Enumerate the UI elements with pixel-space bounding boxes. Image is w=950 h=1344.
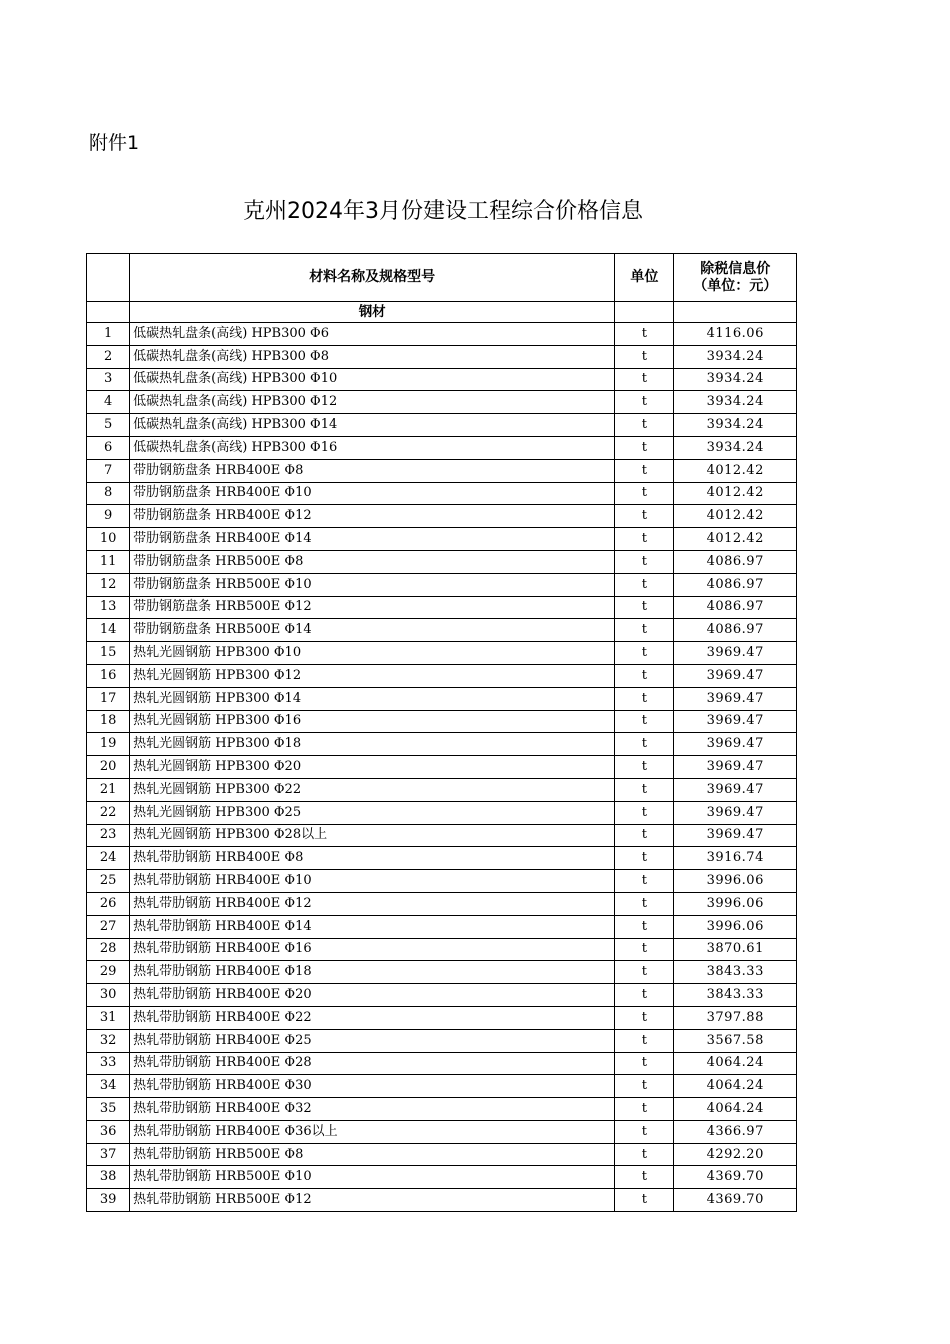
unit-cell: t (615, 1098, 674, 1121)
unit-cell: t (615, 1029, 674, 1052)
material-name: 带肋钢筋盘条 HRB500E Φ12 (130, 596, 615, 619)
material-name: 低碳热轧盘条(高线) HPB300 Φ12 (130, 391, 615, 414)
unit-cell: t (615, 345, 674, 368)
table-row (87, 1098, 797, 1121)
price-cell: 3969.47 (674, 664, 797, 687)
material-name: 热轧带肋钢筋 HRB400E Φ18 (130, 961, 615, 984)
material-name: 热轧光圆钢筋 HPB300 Φ22 (130, 778, 615, 801)
table-row (87, 436, 797, 459)
unit-cell: t (615, 596, 674, 619)
material-name: 带肋钢筋盘条 HRB400E Φ8 (130, 459, 615, 482)
material-name: 热轧光圆钢筋 HPB300 Φ16 (130, 710, 615, 733)
table-row (87, 801, 797, 824)
price-cell: 4086.97 (674, 573, 797, 596)
unit-cell: t (615, 482, 674, 505)
unit-cell: t (615, 1166, 674, 1189)
row-number: 21 (87, 778, 130, 801)
unit-cell: t (615, 1075, 674, 1098)
row-number: 17 (87, 687, 130, 710)
row-number: 30 (87, 984, 130, 1007)
material-name: 热轧带肋钢筋 HRB500E Φ8 (130, 1143, 615, 1166)
category-label: 钢材 (130, 302, 615, 323)
row-number: 28 (87, 938, 130, 961)
material-name: 热轧带肋钢筋 HRB400E Φ36以上 (130, 1120, 615, 1143)
material-name: 热轧带肋钢筋 HRB500E Φ12 (130, 1189, 615, 1212)
unit-cell: t (615, 892, 674, 915)
row-number: 1 (87, 323, 130, 346)
price-cell: 3969.47 (674, 824, 797, 847)
unit-cell: t (615, 664, 674, 687)
unit-cell: t (615, 687, 674, 710)
unit-cell: t (615, 710, 674, 733)
material-name: 热轧光圆钢筋 HPB300 Φ18 (130, 733, 615, 756)
header-unit: 单位 (615, 254, 674, 302)
row-number: 11 (87, 550, 130, 573)
material-name: 热轧带肋钢筋 HRB400E Φ28 (130, 1052, 615, 1075)
unit-cell: t (615, 756, 674, 779)
unit-cell: t (615, 733, 674, 756)
unit-cell: t (615, 505, 674, 528)
table-row (87, 573, 797, 596)
unit-cell: t (615, 1120, 674, 1143)
row-number: 6 (87, 436, 130, 459)
material-name: 热轧光圆钢筋 HPB300 Φ20 (130, 756, 615, 779)
table-row (87, 710, 797, 733)
price-cell: 3934.24 (674, 368, 797, 391)
material-name: 带肋钢筋盘条 HRB400E Φ14 (130, 528, 615, 551)
row-number: 37 (87, 1143, 130, 1166)
material-name: 热轧带肋钢筋 HRB400E Φ8 (130, 847, 615, 870)
unit-cell: t (615, 1006, 674, 1029)
row-number: 35 (87, 1098, 130, 1121)
price-cell: 3969.47 (674, 710, 797, 733)
table-row (87, 482, 797, 505)
header-price-line2: （单位：元） (693, 277, 778, 294)
table-row (87, 528, 797, 551)
price-cell: 3996.06 (674, 870, 797, 893)
material-name: 热轧带肋钢筋 HRB400E Φ30 (130, 1075, 615, 1098)
material-name: 热轧带肋钢筋 HRB400E Φ20 (130, 984, 615, 1007)
table-row (87, 1143, 797, 1166)
row-number: 26 (87, 892, 130, 915)
unit-cell: t (615, 1189, 674, 1212)
price-cell: 4086.97 (674, 596, 797, 619)
price-cell: 3969.47 (674, 642, 797, 665)
price-cell: 3969.47 (674, 687, 797, 710)
material-name: 热轧光圆钢筋 HPB300 Φ14 (130, 687, 615, 710)
material-name: 热轧光圆钢筋 HPB300 Φ25 (130, 801, 615, 824)
material-name: 热轧带肋钢筋 HRB400E Φ32 (130, 1098, 615, 1121)
price-cell: 3843.33 (674, 961, 797, 984)
price-table (86, 253, 797, 1212)
price-cell: 3934.24 (674, 345, 797, 368)
unit-cell: t (615, 391, 674, 414)
row-number: 9 (87, 505, 130, 528)
table-row (87, 664, 797, 687)
price-cell: 4012.42 (674, 528, 797, 551)
row-number: 36 (87, 1120, 130, 1143)
material-name: 热轧带肋钢筋 HRB400E Φ16 (130, 938, 615, 961)
price-cell: 4116.06 (674, 323, 797, 346)
unit-cell: t (615, 528, 674, 551)
table-row (87, 642, 797, 665)
material-name: 热轧带肋钢筋 HRB400E Φ25 (130, 1029, 615, 1052)
row-number: 38 (87, 1166, 130, 1189)
unit-cell: t (615, 642, 674, 665)
header-no (87, 254, 130, 302)
price-cell: 4086.97 (674, 550, 797, 573)
unit-cell: t (615, 778, 674, 801)
table-row (87, 892, 797, 915)
table-row (87, 550, 797, 573)
row-number: 33 (87, 1052, 130, 1075)
table-row (87, 1006, 797, 1029)
price-cell: 3916.74 (674, 847, 797, 870)
table-row (87, 1029, 797, 1052)
material-name: 低碳热轧盘条(高线) HPB300 Φ10 (130, 368, 615, 391)
unit-cell: t (615, 436, 674, 459)
table-row (87, 619, 797, 642)
unit-cell: t (615, 619, 674, 642)
table-row (87, 1166, 797, 1189)
price-cell: 3843.33 (674, 984, 797, 1007)
attachment-label: 附件1 (89, 132, 140, 154)
price-cell: 4064.24 (674, 1075, 797, 1098)
row-number: 7 (87, 459, 130, 482)
unit-cell: t (615, 1052, 674, 1075)
price-cell: 4012.42 (674, 482, 797, 505)
price-cell: 3934.24 (674, 391, 797, 414)
table-row (87, 505, 797, 528)
material-name: 带肋钢筋盘条 HRB400E Φ12 (130, 505, 615, 528)
table-row (87, 847, 797, 870)
header-price (674, 254, 797, 302)
price-cell: 3934.24 (674, 436, 797, 459)
table-row (87, 323, 797, 346)
material-name: 低碳热轧盘条(高线) HPB300 Φ14 (130, 414, 615, 437)
row-number: 39 (87, 1189, 130, 1212)
row-number: 20 (87, 756, 130, 779)
unit-cell: t (615, 938, 674, 961)
unit-cell: t (615, 801, 674, 824)
price-cell: 3870.61 (674, 938, 797, 961)
price-cell: 3969.47 (674, 801, 797, 824)
material-name: 热轧光圆钢筋 HPB300 Φ28以上 (130, 824, 615, 847)
row-number: 23 (87, 824, 130, 847)
row-number: 15 (87, 642, 130, 665)
price-cell: 3797.88 (674, 1006, 797, 1029)
price-cell: 3969.47 (674, 778, 797, 801)
material-name: 热轧带肋钢筋 HRB500E Φ10 (130, 1166, 615, 1189)
header-price-line1: 除税信息价 (700, 260, 771, 277)
material-name: 带肋钢筋盘条 HRB400E Φ10 (130, 482, 615, 505)
table-row (87, 733, 797, 756)
price-cell: 3934.24 (674, 414, 797, 437)
unit-cell: t (615, 961, 674, 984)
material-name: 热轧带肋钢筋 HRB400E Φ10 (130, 870, 615, 893)
table-row (87, 1189, 797, 1212)
price-cell: 4012.42 (674, 459, 797, 482)
table-row (87, 687, 797, 710)
category-no-cell (87, 302, 130, 323)
price-cell: 4086.97 (674, 619, 797, 642)
unit-cell: t (615, 847, 674, 870)
row-number: 31 (87, 1006, 130, 1029)
price-cell: 3567.58 (674, 1029, 797, 1052)
category-price-cell (674, 302, 797, 323)
row-number: 27 (87, 915, 130, 938)
table-row (87, 870, 797, 893)
row-number: 3 (87, 368, 130, 391)
unit-cell: t (615, 984, 674, 1007)
row-number: 32 (87, 1029, 130, 1052)
row-number: 22 (87, 801, 130, 824)
price-cell: 4369.70 (674, 1189, 797, 1212)
price-cell: 3969.47 (674, 733, 797, 756)
material-name: 低碳热轧盘条(高线) HPB300 Φ6 (130, 323, 615, 346)
row-number: 8 (87, 482, 130, 505)
material-name: 带肋钢筋盘条 HRB500E Φ8 (130, 550, 615, 573)
price-cell: 4369.70 (674, 1166, 797, 1189)
table-row (87, 459, 797, 482)
price-cell: 3996.06 (674, 915, 797, 938)
unit-cell: t (615, 1143, 674, 1166)
table-row (87, 756, 797, 779)
table-row (87, 1075, 797, 1098)
row-number: 25 (87, 870, 130, 893)
header-name: 材料名称及规格型号 (130, 254, 615, 302)
table-header-row (87, 254, 797, 302)
table-row (87, 984, 797, 1007)
material-name: 热轧带肋钢筋 HRB400E Φ22 (130, 1006, 615, 1029)
row-number: 2 (87, 345, 130, 368)
unit-cell: t (615, 915, 674, 938)
price-cell: 4064.24 (674, 1098, 797, 1121)
material-name: 热轧光圆钢筋 HPB300 Φ12 (130, 664, 615, 687)
row-number: 14 (87, 619, 130, 642)
table-row (87, 345, 797, 368)
table-row (87, 961, 797, 984)
unit-cell: t (615, 870, 674, 893)
table-row (87, 824, 797, 847)
unit-cell: t (615, 368, 674, 391)
table-row (87, 778, 797, 801)
material-name: 低碳热轧盘条(高线) HPB300 Φ8 (130, 345, 615, 368)
price-cell: 4292.20 (674, 1143, 797, 1166)
table-row (87, 1120, 797, 1143)
price-cell: 4366.97 (674, 1120, 797, 1143)
document-title: 克州2024年3月份建设工程综合价格信息 (243, 199, 643, 224)
row-number: 19 (87, 733, 130, 756)
row-number: 13 (87, 596, 130, 619)
category-unit-cell (615, 302, 674, 323)
unit-cell: t (615, 824, 674, 847)
table-row (87, 414, 797, 437)
price-cell: 4012.42 (674, 505, 797, 528)
price-cell: 3996.06 (674, 892, 797, 915)
unit-cell: t (615, 573, 674, 596)
unit-cell: t (615, 550, 674, 573)
material-name: 热轧带肋钢筋 HRB400E Φ14 (130, 915, 615, 938)
material-name: 热轧带肋钢筋 HRB400E Φ12 (130, 892, 615, 915)
material-name: 带肋钢筋盘条 HRB500E Φ14 (130, 619, 615, 642)
table-row (87, 938, 797, 961)
row-number: 4 (87, 391, 130, 414)
row-number: 24 (87, 847, 130, 870)
table-row (87, 596, 797, 619)
material-name: 带肋钢筋盘条 HRB500E Φ10 (130, 573, 615, 596)
unit-cell: t (615, 414, 674, 437)
row-number: 29 (87, 961, 130, 984)
row-number: 12 (87, 573, 130, 596)
table-row (87, 915, 797, 938)
unit-cell: t (615, 459, 674, 482)
row-number: 16 (87, 664, 130, 687)
price-cell: 4064.24 (674, 1052, 797, 1075)
category-row (87, 302, 797, 323)
table-row (87, 1052, 797, 1075)
row-number: 18 (87, 710, 130, 733)
row-number: 5 (87, 414, 130, 437)
row-number: 10 (87, 528, 130, 551)
material-name: 热轧光圆钢筋 HPB300 Φ10 (130, 642, 615, 665)
table-row (87, 368, 797, 391)
unit-cell: t (615, 323, 674, 346)
price-cell: 3969.47 (674, 756, 797, 779)
row-number: 34 (87, 1075, 130, 1098)
table-row (87, 391, 797, 414)
material-name: 低碳热轧盘条(高线) HPB300 Φ16 (130, 436, 615, 459)
